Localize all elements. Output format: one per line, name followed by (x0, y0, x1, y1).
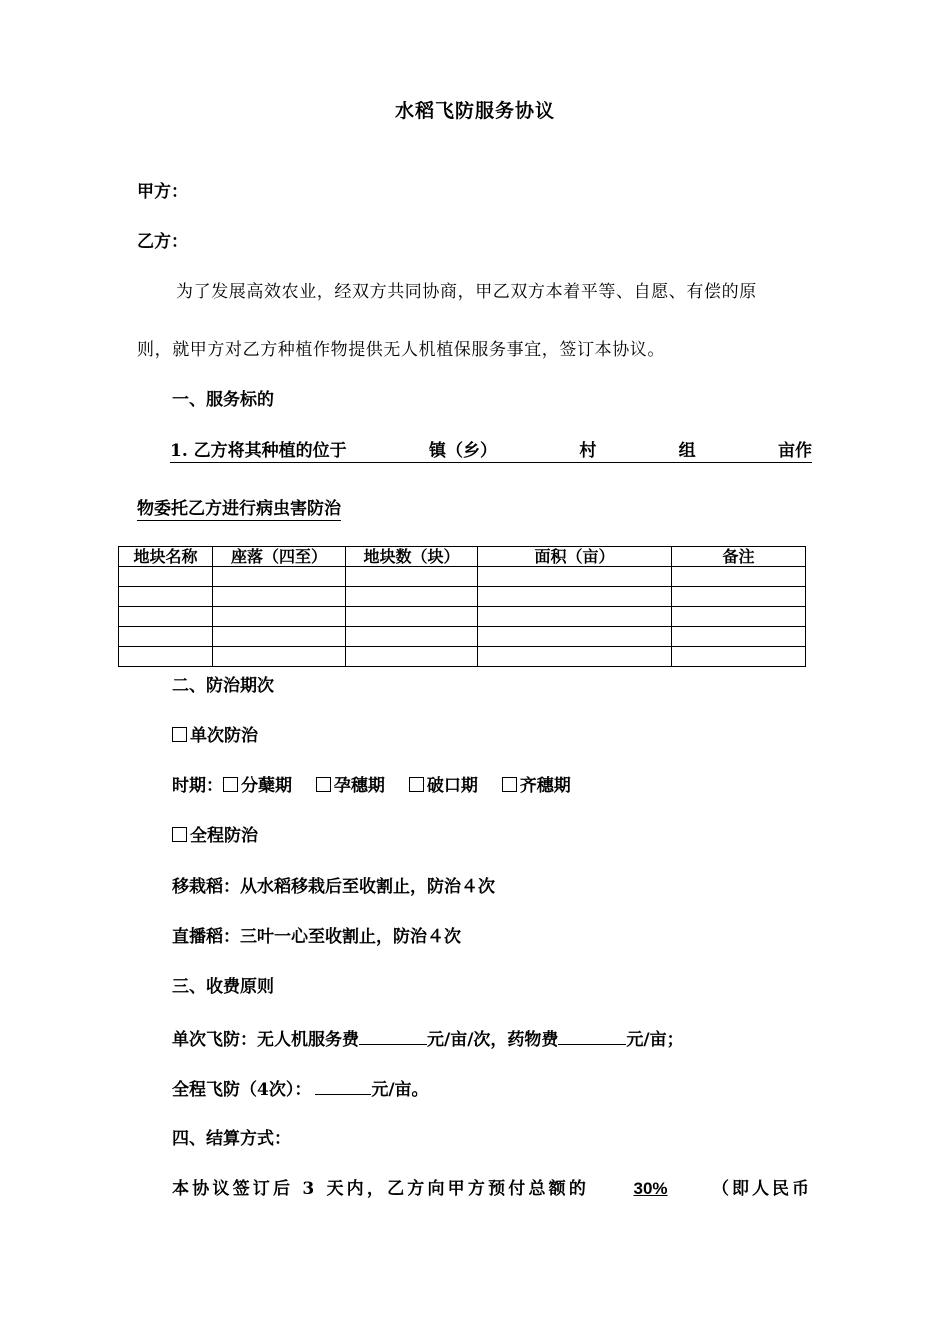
checkbox-icon[interactable] (316, 777, 331, 792)
header-area: 面积（亩） (478, 547, 672, 567)
table-cell (672, 567, 806, 587)
table-cell (346, 607, 478, 627)
period-option-breaking: 破口期 (426, 776, 478, 796)
settlement-text-rmb: （即人民币 (711, 1179, 812, 1199)
checkbox-icon[interactable] (172, 827, 187, 842)
table-row (119, 587, 806, 607)
party-b-label: 乙方： (137, 232, 188, 252)
header-location: 座落（四至） (213, 547, 346, 567)
settlement-text: 本协议签订后 3 天内，乙方向甲方预付总额的 (172, 1179, 590, 1199)
direct-seeded-rice-text: 直播稻：三叶一心至收割止，防治４次 (172, 927, 461, 947)
intro-line-2: 则，就甲方对乙方种植作物提供无人机植保服务事宜，签订本协议。 (137, 340, 665, 360)
mu-crop-label: 亩作 (777, 441, 812, 461)
table-cell (478, 607, 672, 627)
settlement-line (172, 1178, 812, 1200)
table-cell (213, 607, 346, 627)
section-1-heading: 一、服务标的 (172, 390, 274, 410)
full-fee-label: 全程飞防（4次）： (172, 1080, 312, 1100)
single-treatment-label: 单次防治 (190, 726, 258, 746)
table-row (119, 627, 806, 647)
table-cell (213, 567, 346, 587)
period-option-tillering: 分蘖期 (241, 776, 292, 796)
table-header-row (119, 547, 806, 567)
section-4-heading: 四、结算方式： (172, 1129, 291, 1149)
table-cell (119, 647, 213, 667)
full-fee-blank[interactable] (315, 1077, 371, 1095)
single-fee-line (172, 1027, 684, 1051)
table-cell (346, 587, 478, 607)
single-treatment-option[interactable] (172, 725, 258, 747)
service-fee-blank[interactable] (359, 1027, 427, 1045)
section-2-heading: 二、防治期次 (172, 676, 274, 696)
table-cell (672, 627, 806, 647)
header-plot-count: 地块数（块） (346, 547, 478, 567)
checkbox-icon[interactable] (409, 777, 424, 792)
full-treatment-option[interactable] (172, 825, 258, 847)
table-cell (478, 647, 672, 667)
table-cell (213, 627, 346, 647)
table-cell (346, 627, 478, 647)
checkbox-icon[interactable] (172, 727, 187, 742)
checkbox-icon[interactable] (223, 777, 238, 792)
table-cell (346, 567, 478, 587)
location-prefix: 1. 乙方将其种植的位于 (170, 441, 347, 461)
period-row (172, 775, 571, 797)
table-cell (478, 567, 672, 587)
period-option-booting: 孕穗期 (333, 776, 385, 796)
party-a-label: 甲方： (137, 182, 188, 202)
table-row (119, 647, 806, 667)
table-cell (478, 627, 672, 647)
prepay-percent: 30% (633, 1179, 668, 1198)
table-cell (119, 567, 213, 587)
table-cell (478, 587, 672, 607)
table-cell (346, 647, 478, 667)
full-fee-line (172, 1077, 429, 1101)
period-option-full-heading: 齐穗期 (519, 776, 571, 796)
drug-fee-blank[interactable] (558, 1027, 626, 1045)
drug-fee-unit: 元/亩； (626, 1030, 684, 1050)
header-plot-name: 地块名称 (119, 547, 213, 567)
table-cell (672, 587, 806, 607)
table-cell (119, 627, 213, 647)
service-target-line-2: 物委托乙方进行病虫害防治 (137, 499, 341, 519)
plot-table (118, 546, 806, 667)
checkbox-icon[interactable] (502, 777, 517, 792)
village-label: 村 (579, 441, 597, 461)
table-cell (213, 647, 346, 667)
table-cell (119, 587, 213, 607)
transplant-rice-text: 移栽稻：从水稻移栽后至收割止，防治４次 (172, 877, 495, 897)
group-label: 组 (678, 441, 696, 461)
service-target-line (170, 440, 812, 463)
full-fee-unit: 元/亩。 (371, 1080, 429, 1100)
table-row (119, 607, 806, 627)
intro-line-1: 为了发展高效农业，经双方共同协商，甲乙双方本着平等、自愿、有偿的原 (176, 282, 757, 302)
table-cell (672, 647, 806, 667)
table-cell (672, 607, 806, 627)
town-label: 镇（乡） (429, 441, 497, 461)
single-fee-unit: 元/亩/次，药物费 (427, 1030, 559, 1050)
table-cell (213, 587, 346, 607)
single-fee-label: 单次飞防：无人机服务费 (172, 1030, 359, 1050)
period-label: 时期： (172, 776, 223, 796)
section-3-heading: 三、收费原则 (172, 977, 274, 997)
table-cell (119, 607, 213, 627)
page-title: 水稻飞防服务协议 (394, 100, 555, 122)
header-remarks: 备注 (672, 547, 806, 567)
full-treatment-label: 全程防治 (190, 826, 258, 846)
table-row (119, 567, 806, 587)
